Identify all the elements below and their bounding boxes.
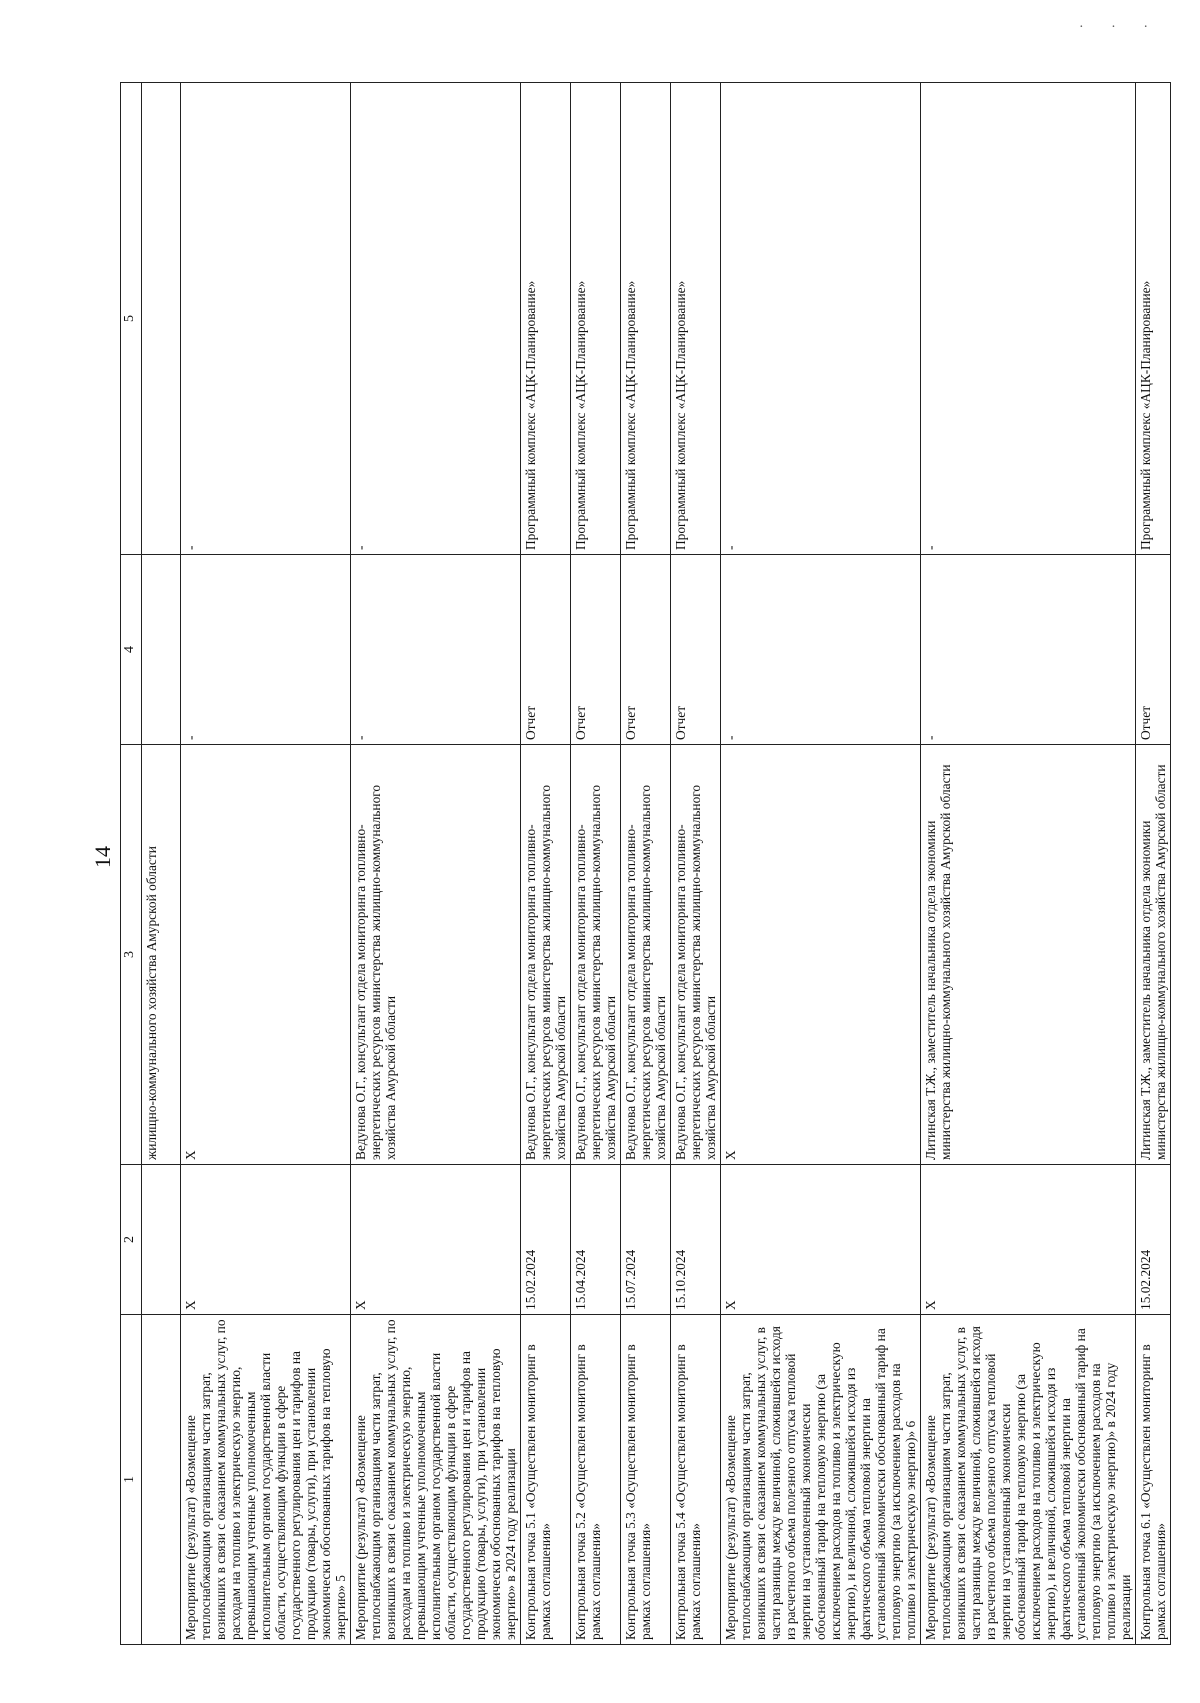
table-row — [521, 83, 571, 1645]
row-document: Отчет — [621, 555, 671, 745]
row-system: - — [181, 83, 351, 555]
header-col-5: 5 — [121, 83, 142, 555]
row-date: Х — [181, 1165, 351, 1315]
row-description: Мероприятие (результат) «Возмещение теплоснабжающим организациям части затрат, возникших в связи с оказанием коммунальных услуг, в части разницы между величиной, сложившейся исходя из расчетного объема полезного отпуска тепловой энергии на установленный экономически обоснованный тариф на тепловую энергию (за исключением расходов на топливо и электрическую энергию), и величиной, сложившейся исходя из фактического объема тепловой энергии на установленный экономически обоснованный тариф на тепловую энергию (за исключением расходов на топливо и электрическую энергию)» 6 — [721, 1315, 921, 1645]
row-responsible: Ведунова О.Г., консультант отдела мониторинга топливно-энергетических ресурсов министерства жилищно-коммунального хозяйства Амурской области — [571, 745, 621, 1165]
row-date: 15.02.2024 — [521, 1165, 571, 1315]
row-system: Программный комплекс «АЦК-Планирование» — [1136, 83, 1171, 555]
row-description: Контрольная точка 5.1 «Осуществлен мониторинг в рамках соглашения» — [521, 1315, 571, 1645]
header-col-3: 3 — [121, 745, 142, 1165]
table-row — [181, 83, 351, 1645]
row-responsible: Литинская Т.Ж., заместитель начальника отдела экономики министерства жилищно-коммунального хозяйства Амурской области — [921, 745, 1136, 1165]
row-description: Контрольная точка 6.1 «Осуществлен мониторинг в рамках соглашения» — [1136, 1315, 1171, 1645]
row-system: Программный комплекс «АЦК-Планирование» — [621, 83, 671, 555]
row-document: - — [721, 555, 921, 745]
row-document: Отчет — [521, 555, 571, 745]
row-responsible: Х — [721, 745, 921, 1165]
row-document: Отчет — [1136, 555, 1171, 745]
plan-table — [120, 82, 1171, 1645]
table-row — [621, 83, 671, 1645]
row-date: Х — [351, 1165, 521, 1315]
row-date: 15.04.2024 — [571, 1165, 621, 1315]
row-document: Отчет — [671, 555, 721, 745]
table-row — [351, 83, 521, 1645]
table-cell — [142, 555, 181, 745]
row-responsible: Ведунова О.Г., консультант отдела мониторинга топливно-энергетических ресурсов министерства жилищно-коммунального хозяйства Амурской области — [351, 745, 521, 1165]
table-cell — [142, 1165, 181, 1315]
row-responsible: Ведунова О.Г., консультант отдела мониторинга топливно-энергетических ресурсов министерства жилищно-коммунального хозяйства Амурской области — [521, 745, 571, 1165]
row-description: Мероприятие (результат) «Возмещение теплоснабжающим организациям части затрат, возникших в связи с оказанием коммунальных услуг, по расходам на топливо и электрическую энергию, превышающим учтенные уполномоченным исполнительным органом государственной власти области, осуществляющим функции в сфере государственного регулирования цен и тарифов на продукцию (товары, услуги), при установлении экономически обоснованных тарифов на тепловую энергию» 5 — [181, 1315, 351, 1645]
row-system: - — [921, 83, 1136, 555]
table-row — [571, 83, 621, 1645]
row-description: Мероприятие (результат) «Возмещение теплоснабжающим организациям части затрат, возникших в связи с оказанием коммунальных услуг, по расходам на топливо и электрическую энергию, превышающим учтенные уполномоченным исполнительным органом государственной власти области, осуществляющим функции в сфере государственного регулирования цен и тарифов на продукцию (товары, услуги), при установлении экономически обоснованных тарифов на тепловую энергию» в 2024 году реализации — [351, 1315, 521, 1645]
header-row — [121, 83, 142, 1645]
page-number: 14 — [90, 846, 115, 868]
row-description: Контрольная точка 5.2 «Осуществлен мониторинг в рамках соглашения» — [571, 1315, 621, 1645]
row-description: Контрольная точка 5.4 «Осуществлен мониторинг в рамках соглашения» — [671, 1315, 721, 1645]
row-system: - — [721, 83, 921, 555]
rotated-table-container — [120, 82, 1168, 1645]
row-document: - — [921, 555, 1136, 745]
table-row — [671, 83, 721, 1645]
row-description: Мероприятие (результат) «Возмещение теплоснабжающим организациям части затрат, возникших в связи с оказанием коммунальных услуг, в части разницы между величиной, сложившейся исходя из расчетного объема полезного отпуска тепловой энергии на установленный экономически обоснованный тариф на тепловую энергию (за исключением расходов на топливо и электрическую энергию), и величиной, сложившейся исходя из фактического объема тепловой энергии на установленный экономически обоснованный тариф на тепловую энергию (за исключением расходов на топливо и электрическую энергию)» в 2024 году реализации — [921, 1315, 1136, 1645]
row-system: Программный комплекс «АЦК-Планирование» — [671, 83, 721, 555]
scan-specks: · · · — [1079, 20, 1160, 35]
row-date: 15.07.2024 — [621, 1165, 671, 1315]
table-row — [921, 83, 1136, 1645]
table-cell — [142, 83, 181, 555]
row-system: Программный комплекс «АЦК-Планирование» — [521, 83, 571, 555]
header-col-4: 4 — [121, 555, 142, 745]
row-date: Х — [921, 1165, 1136, 1315]
row-document: - — [181, 555, 351, 745]
row-responsible: Ведунова О.Г., консультант отдела мониторинга топливно-энергетических ресурсов министерства жилищно-коммунального хозяйства Амурской области — [621, 745, 671, 1165]
row-date: 15.10.2024 — [671, 1165, 721, 1315]
header-col-1: 1 — [121, 1315, 142, 1645]
carry-over-row — [142, 83, 181, 1645]
row-document: Отчет — [571, 555, 621, 745]
row-date: 15.02.2024 — [1136, 1165, 1171, 1315]
table-row — [721, 83, 921, 1645]
row-description: Контрольная точка 5.3 «Осуществлен мониторинг в рамках соглашения» — [621, 1315, 671, 1645]
row-system: - — [351, 83, 521, 555]
row-responsible: Х — [181, 745, 351, 1165]
row-responsible: Ведунова О.Г., консультант отдела мониторинга топливно-энергетических ресурсов министерства жилищно-коммунального хозяйства Амурской области — [671, 745, 721, 1165]
header-col-2: 2 — [121, 1165, 142, 1315]
row-system: Программный комплекс «АЦК-Планирование» — [571, 83, 621, 555]
row-document: - — [351, 555, 521, 745]
table-row — [1136, 83, 1171, 1645]
row-responsible: Литинская Т.Ж., заместитель начальника отдела экономики министерства жилищно-коммунального хозяйства Амурской области — [1136, 745, 1171, 1165]
carry-over-text: жилищно-коммунального хозяйства Амурской области — [142, 745, 181, 1165]
table-cell — [142, 1315, 181, 1645]
row-date: Х — [721, 1165, 921, 1315]
